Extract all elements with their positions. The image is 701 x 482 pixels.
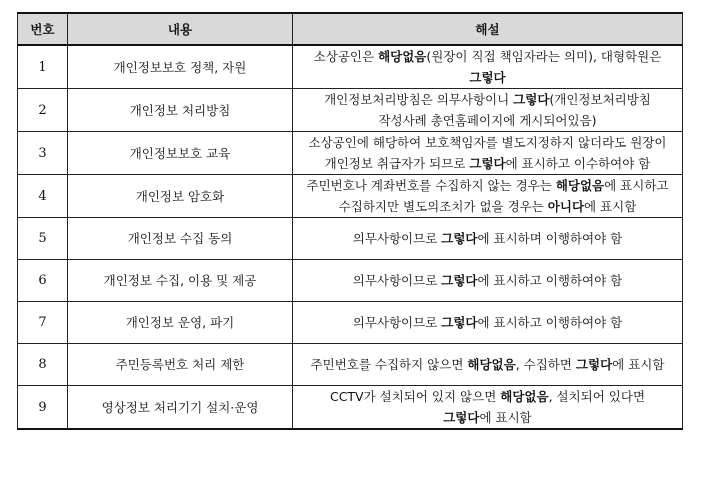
explanation-text: 주민번호를 수집하지 않으면 — [310, 357, 468, 372]
header-content: 내용 — [68, 13, 293, 45]
emphasis-text: 해당없음 — [555, 178, 605, 193]
row-content: 개인정보 운영, 파기 — [68, 302, 293, 344]
explanation-text: 의무사항이므로 — [352, 273, 442, 288]
emphasis-text: 그렇다 — [575, 357, 613, 372]
explanation-text: 에 표시함 — [584, 199, 637, 214]
row-explanation — [293, 132, 683, 175]
table-row — [18, 344, 683, 386]
explanation-text: 소상공인은 — [313, 49, 379, 64]
row-number: 8 — [18, 344, 68, 386]
header-number: 번호 — [18, 13, 68, 45]
table-row — [18, 386, 683, 430]
explanation-text: 의무사항이므로 — [352, 315, 442, 330]
explanation-text: (개인정보처리방침 — [549, 92, 651, 107]
row-content: 개인정보 처리방침 — [68, 89, 293, 132]
row-number: 1 — [18, 45, 68, 89]
row-explanation — [293, 302, 683, 344]
row-number: 4 — [18, 175, 68, 218]
emphasis-text: 해당없음 — [467, 357, 516, 372]
emphasis-text: 해당없음 — [378, 49, 427, 64]
row-number: 7 — [18, 302, 68, 344]
row-explanation — [293, 89, 683, 132]
guide-table-container — [17, 12, 683, 430]
emphasis-text: 그렇다 — [441, 273, 478, 288]
explanation-text: 주민번호나 계좌번호를 수집하지 않는 경우는 — [306, 178, 556, 193]
emphasis-text: 그렇다 — [443, 410, 480, 425]
explanation-text: 에 표시함 — [479, 410, 532, 425]
explanation-text: 에 표시하고 이수하여야 함 — [505, 156, 651, 171]
row-content: 개인정보 암호화 — [68, 175, 293, 218]
row-number: 3 — [18, 132, 68, 175]
row-content: 개인정보보호 정책, 자원 — [68, 45, 293, 89]
row-explanation — [293, 218, 683, 260]
explanation-text: 개인정보 취급자가 되므로 — [324, 156, 470, 171]
row-explanation — [293, 260, 683, 302]
row-number: 5 — [18, 218, 68, 260]
row-content: 영상정보 처리기기 설치·운영 — [68, 386, 293, 430]
row-number: 6 — [18, 260, 68, 302]
table-row — [18, 132, 683, 175]
explanation-text: 개인정보처리방침은 의무사항이니 — [324, 92, 514, 107]
explanation-text: (원장이 직접 책임자라는 의미), 대형학원은 — [426, 49, 662, 64]
emphasis-text: 아니다 — [547, 199, 585, 214]
row-content: 주민등록번호 처리 제한 — [68, 344, 293, 386]
row-number: 2 — [18, 89, 68, 132]
emphasis-text: 그렇다 — [469, 156, 506, 171]
row-content: 개인정보 수집, 이용 및 제공 — [68, 260, 293, 302]
emphasis-text: 해당없음 — [500, 389, 549, 404]
row-content: 개인정보 수집 동의 — [68, 218, 293, 260]
row-explanation — [293, 175, 683, 218]
explanation-text: 에 표시함 — [612, 357, 665, 372]
emphasis-text: 그렇다 — [513, 92, 550, 107]
emphasis-text: 그렇다 — [469, 70, 506, 85]
explanation-text: 에 표시하고 — [604, 178, 669, 193]
table-row — [18, 89, 683, 132]
table-row — [18, 302, 683, 344]
privacy-checklist-table — [17, 12, 683, 430]
emphasis-text: 그렇다 — [441, 231, 478, 246]
table-row — [18, 175, 683, 218]
table-body — [18, 45, 683, 429]
table-row — [18, 218, 683, 260]
table-header-row — [18, 13, 683, 45]
header-explanation: 해설 — [293, 13, 683, 45]
table-row — [18, 45, 683, 89]
explanation-text: , 설치되어 있다면 — [548, 389, 646, 404]
emphasis-text: 그렇다 — [441, 315, 478, 330]
row-number: 9 — [18, 386, 68, 430]
explanation-text: 수집하지만 별도의조치가 없을 경우는 — [338, 199, 548, 214]
row-explanation — [293, 344, 683, 386]
explanation-text: 에 표시하고 이행하여야 함 — [477, 273, 623, 288]
explanation-text: 에 표시하고 이행하여야 함 — [477, 315, 623, 330]
explanation-text: , 수집하면 — [515, 357, 576, 372]
row-explanation — [293, 386, 683, 430]
explanation-text: 작성사례 총연홈페이지에 게시되어있음) — [378, 113, 597, 128]
explanation-text: 에 표시하며 이행하여야 함 — [477, 231, 623, 246]
row-content: 개인정보보호 교육 — [68, 132, 293, 175]
explanation-text: 의무사항이므로 — [352, 231, 442, 246]
explanation-text: CCTV가 설치되어 있지 않으면 — [329, 389, 501, 404]
table-row — [18, 260, 683, 302]
explanation-text: 소상공인에 해당하여 보호책임자를 별도지정하지 않더라도 원장이 — [308, 135, 667, 150]
row-explanation — [293, 45, 683, 89]
